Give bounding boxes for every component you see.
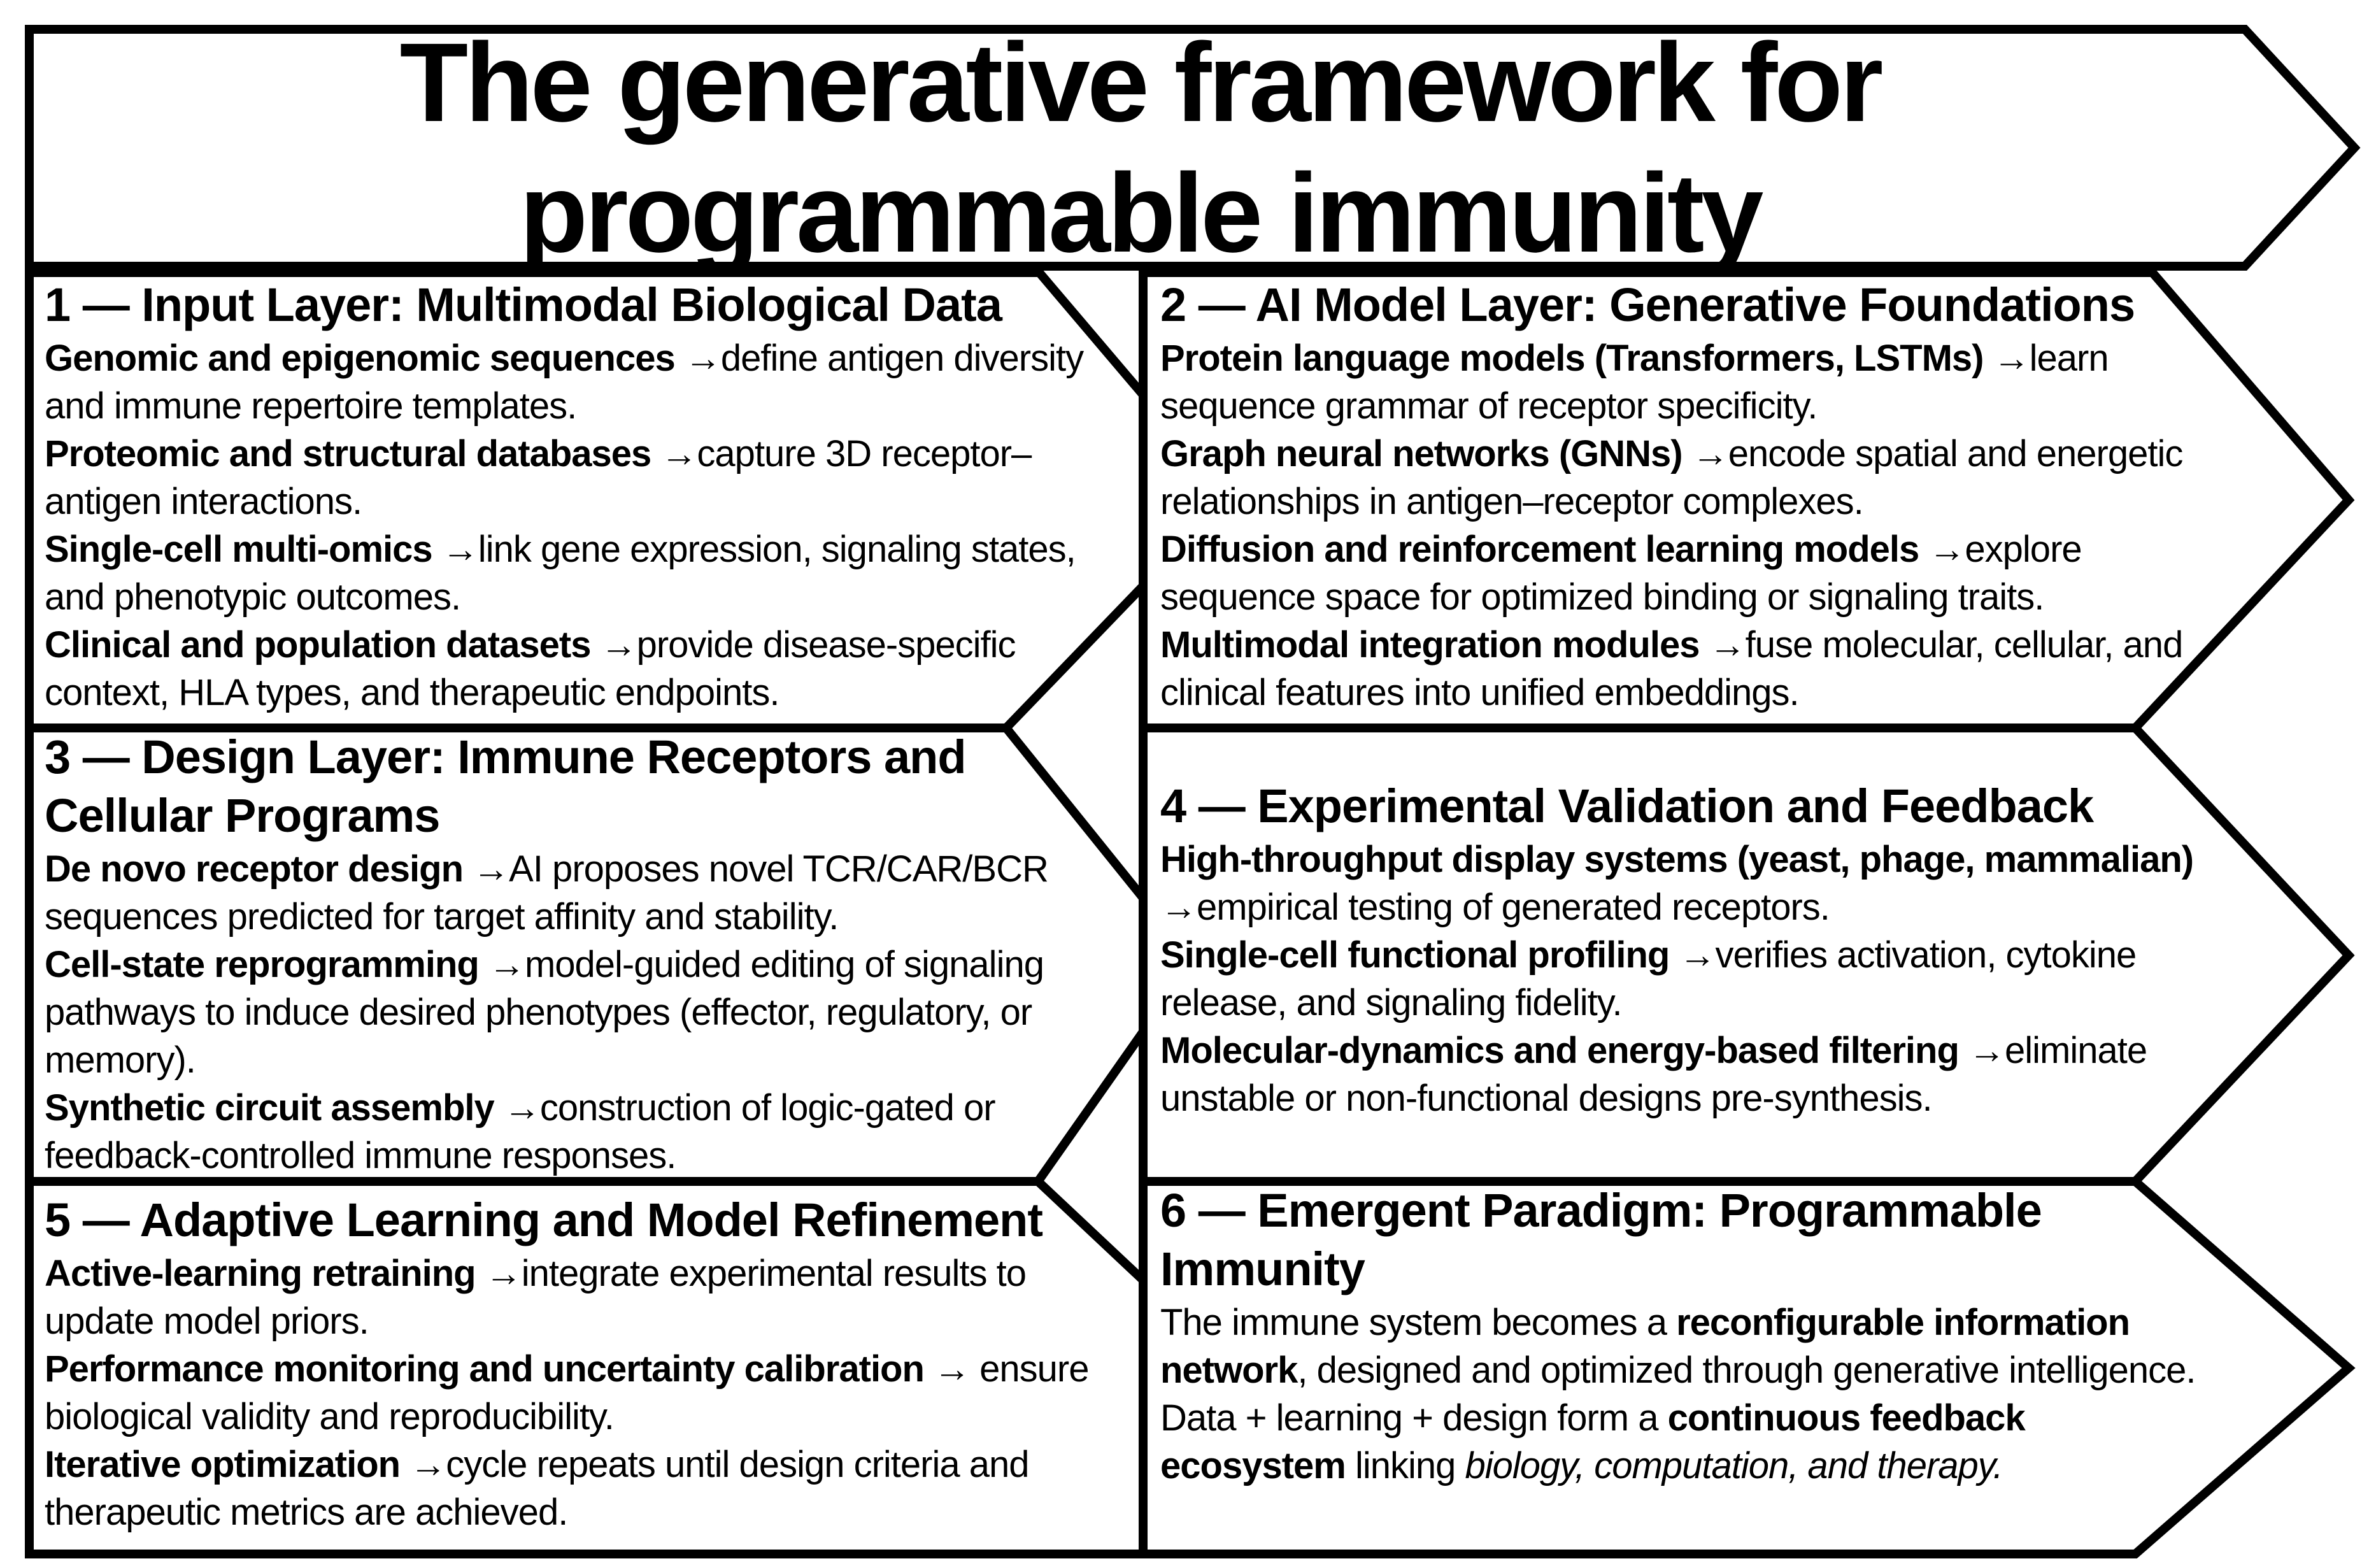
panel-heading: 3 — Design Layer: Immune Receptors and Cellular Programs: [45, 731, 966, 842]
list-item: Multimodal integration modules →fuse molecular, cellular, and clinical features into unified embeddings.: [1160, 624, 2183, 713]
panel-heading: 5 — Adaptive Learning and Model Refinement: [45, 1194, 1043, 1246]
panel-emergent-paradigm: [1160, 1181, 2205, 1490]
list-item: Clinical and population datasets →provide disease-specific context, HLA types, and therapeutic endpoints.: [45, 624, 1016, 713]
panel-body: [1160, 1299, 2205, 1490]
list-item: Diffusion and reinforcement learning models →explore sequence space for optimized binding or signaling traits.: [1160, 529, 2082, 618]
list-item: Molecular-dynamics and energy-based filtering →eliminate unstable or non-functional designs pre-synthesis.: [1160, 1030, 2147, 1119]
panel-heading: 6 — Emergent Paradigm: Programmable Immunity: [1160, 1184, 2042, 1295]
panel-body: [45, 334, 1127, 716]
list-item: Iterative optimization →cycle repeats until design criteria and therapeutic metrics are achieved.: [45, 1444, 1029, 1533]
list-item: Graph neural networks (GNNs) →encode spatial and energetic relationships in antigen–receptor complexes.: [1160, 433, 2183, 522]
paragraph: Data + learning + design form a continuous feedback ecosystem linking biology, computation, and therapy.: [1160, 1397, 2025, 1486]
list-item: Single-cell functional profiling →verifies activation, cytokine release, and signaling fidelity.: [1160, 934, 2137, 1023]
panel-heading: 1 — Input Layer: Multimodal Biological Data: [45, 278, 1002, 331]
list-item: Performance monitoring and uncertainty calibration → ensure biological validity and reproducibility.: [45, 1348, 1089, 1437]
list-item: Protein language models (Transformers, LSTMs) →learn sequence grammar of receptor specificity.: [1160, 338, 2109, 427]
panel-adaptive-learning: [45, 1191, 1127, 1536]
panel-design-layer: [45, 728, 1121, 1180]
panel-body: [45, 1250, 1127, 1536]
panel-experimental-validation: [1160, 777, 2230, 1122]
list-item: Genomic and epigenomic sequences →define antigen diversity and immune repertoire templates.: [45, 338, 1084, 427]
list-item: Synthetic circuit assembly →construction of logic-gated or feedback-controlled immune responses.: [45, 1087, 995, 1176]
list-item: De novo receptor design →AI proposes novel TCR/CAR/BCR sequences predicted for target affinity and stability.: [45, 848, 1048, 937]
panel-heading: 2 — AI Model Layer: Generative Foundations: [1160, 278, 2135, 331]
list-item: Active-learning retraining →integrate experimental results to update model priors.: [45, 1253, 1027, 1342]
panel-heading: 4 — Experimental Validation and Feedback: [1160, 780, 2094, 832]
panel-body: [1160, 334, 2205, 716]
list-item: High-throughput display systems (yeast, phage, mammalian) →empirical testing of generated receptors.: [1160, 839, 2194, 928]
list-item: Cell-state reprogramming →model-guided editing of signaling pathways to induce desired phenotypes (effector, regulatory, or memory).: [45, 944, 1044, 1081]
panel-body: [45, 845, 1121, 1180]
list-item: Proteomic and structural databases →capture 3D receptor–antigen interactions.: [45, 433, 1032, 522]
panel-ai-model-layer: [1160, 276, 2205, 716]
diagram-title: The generative framework for programmable immunity: [399, 20, 1881, 276]
panel-body: [1160, 836, 2230, 1122]
list-item: Single-cell multi-omics →link gene expression, signaling states, and phenotypic outcomes.: [45, 529, 1076, 618]
paragraph: The immune system becomes a reconfigurable information network, designed and optimized through generative intelligence.: [1160, 1302, 2196, 1391]
panel-input-layer: [45, 276, 1127, 716]
